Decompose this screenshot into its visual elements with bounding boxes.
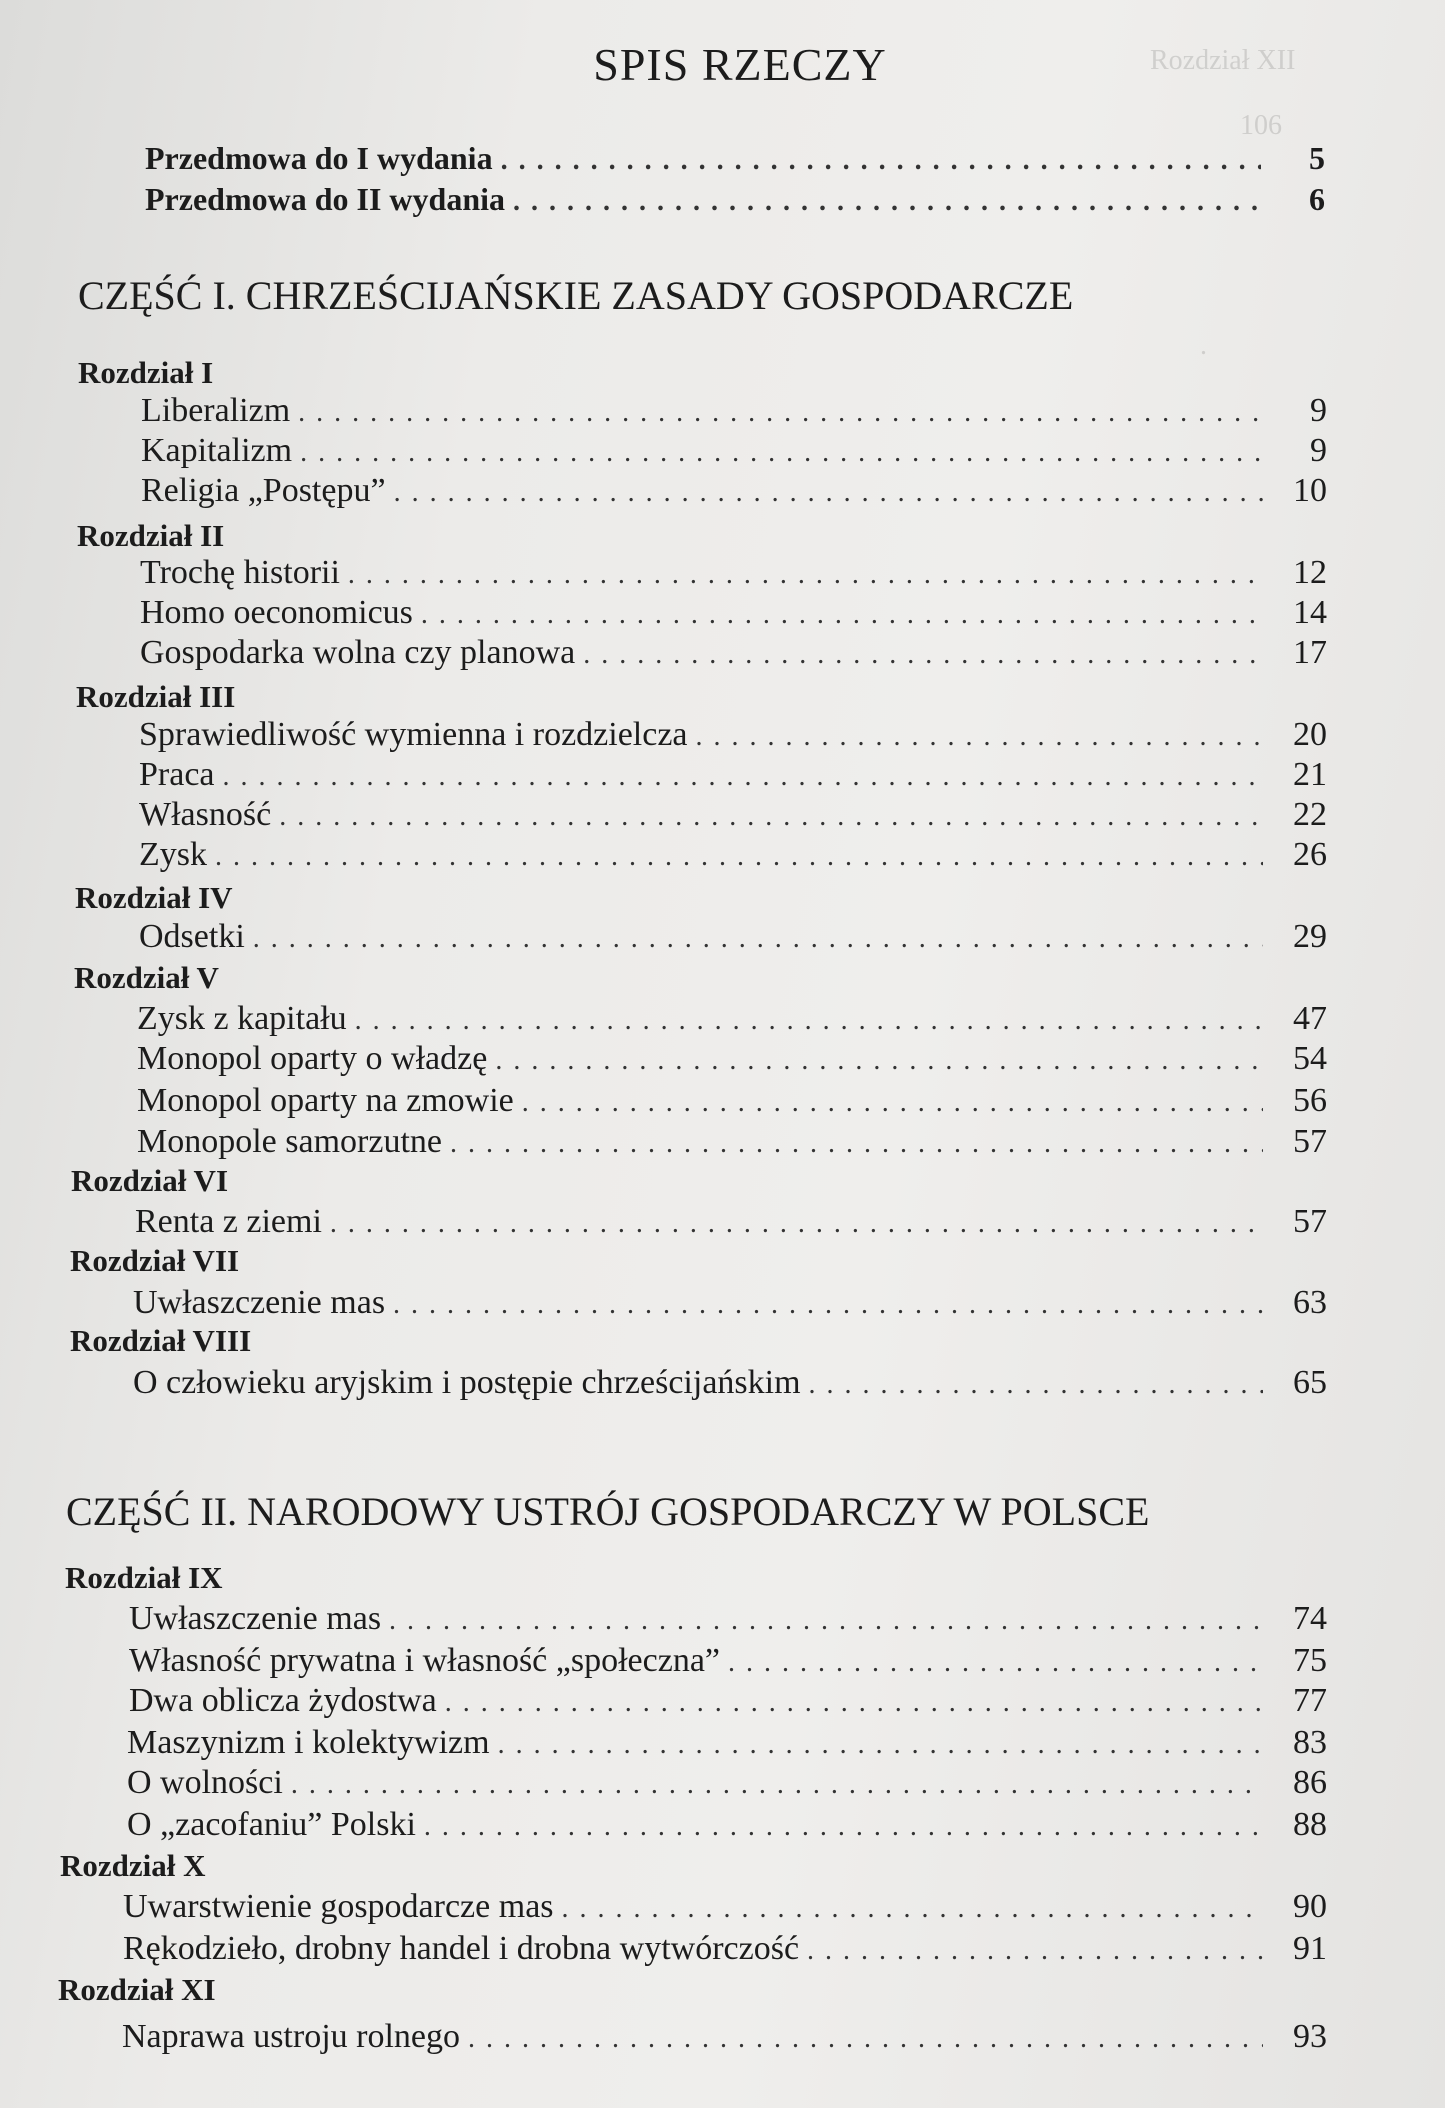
entry-page: 74 bbox=[1293, 1600, 1327, 1637]
toc-entry bbox=[139, 836, 1327, 876]
entry-page: 14 bbox=[1293, 594, 1327, 631]
leader-dots bbox=[522, 1087, 1263, 1119]
leader-dots bbox=[809, 1369, 1263, 1401]
leader-dots bbox=[279, 801, 1263, 833]
entry-label: Trochę historii bbox=[140, 554, 340, 591]
entry-label: Gospodarka wolna czy planowa bbox=[140, 634, 576, 671]
toc-entry bbox=[129, 1682, 1327, 1722]
toc-entry bbox=[139, 716, 1327, 756]
entry-page: 47 bbox=[1293, 1000, 1327, 1037]
entry-label: Dwa oblicza żydostwa bbox=[129, 1682, 437, 1719]
entry-page: 54 bbox=[1293, 1040, 1327, 1077]
entry-label: Sprawiedliwość wymienna i rozdzielcza bbox=[139, 716, 688, 753]
chapter-1-title: Rozdział I bbox=[78, 355, 214, 390]
entry-page: 93 bbox=[1293, 2018, 1327, 2055]
entry-page: 26 bbox=[1293, 836, 1327, 873]
toc-entry bbox=[137, 1000, 1327, 1040]
toc-entry-preface-2 bbox=[145, 181, 1325, 221]
entry-label: Naprawa ustroju rolnego bbox=[122, 2018, 461, 2055]
entry-page: 86 bbox=[1293, 1764, 1327, 1801]
bleed-through-text: 106 bbox=[1240, 110, 1282, 141]
leader-dots bbox=[394, 477, 1263, 509]
toc-entry bbox=[123, 1930, 1327, 1970]
entry-label: O człowieku aryjskim i postępie chrześcijańskim bbox=[133, 1364, 801, 1401]
entry-page: 5 bbox=[1309, 140, 1325, 176]
chapter-6-title: Rozdział VI bbox=[71, 1163, 229, 1198]
entry-label: Praca bbox=[139, 756, 215, 793]
entry-page: 57 bbox=[1293, 1203, 1327, 1240]
entry-page: 22 bbox=[1293, 796, 1327, 833]
toc-entry bbox=[140, 554, 1327, 594]
entry-label: Odsetki bbox=[139, 918, 245, 955]
toc-entry bbox=[129, 1600, 1327, 1640]
entry-label: Maszynizm i kolektywizm bbox=[127, 1724, 490, 1761]
entry-page: 20 bbox=[1293, 716, 1327, 753]
entry-label: Przedmowa do I wydania bbox=[145, 140, 493, 176]
toc-entry bbox=[129, 1642, 1327, 1682]
toc-entry bbox=[137, 1123, 1327, 1163]
chapter-9-title: Rozdział IX bbox=[65, 1560, 223, 1595]
entry-label: O wolności bbox=[127, 1764, 283, 1801]
entry-page: 91 bbox=[1293, 1930, 1327, 1967]
entry-page: 63 bbox=[1293, 1284, 1327, 1321]
leader-dots bbox=[298, 397, 1263, 429]
leader-dots bbox=[468, 2023, 1263, 2055]
chapter-7-title: Rozdział VII bbox=[70, 1243, 240, 1278]
leader-dots bbox=[421, 599, 1263, 631]
toc-entry-preface-1 bbox=[145, 140, 1325, 180]
entry-label: Monopol oparty o władzę bbox=[137, 1040, 488, 1077]
entry-label: Przedmowa do II wydania bbox=[145, 181, 506, 217]
leader-dots bbox=[807, 1935, 1263, 1967]
leader-dots bbox=[562, 1893, 1263, 1925]
leader-dots bbox=[223, 761, 1263, 793]
leader-dots bbox=[445, 1687, 1263, 1719]
entry-label: Rękodzieło, drobny handel i drobna wytwórczość bbox=[123, 1930, 800, 1967]
toc-entry bbox=[127, 1764, 1327, 1804]
part-2-title: CZĘŚĆ II. NARODOWY USTRÓJ GOSPODARCZY W POLSCE bbox=[66, 1489, 1150, 1534]
toc-entry bbox=[139, 756, 1327, 796]
entry-label: Monopol oparty na zmowie bbox=[137, 1082, 514, 1119]
bleed-through-text: Rozdział XII bbox=[1150, 45, 1296, 76]
toc-entry bbox=[137, 1040, 1327, 1080]
entry-page: 17 bbox=[1293, 634, 1327, 671]
leader-dots bbox=[215, 841, 1263, 873]
leader-dots bbox=[291, 1769, 1263, 1801]
entry-page: 83 bbox=[1293, 1724, 1327, 1761]
entry-page: 56 bbox=[1293, 1082, 1327, 1119]
toc-entry bbox=[122, 2018, 1327, 2058]
leader-dots bbox=[728, 1647, 1263, 1679]
leader-dots bbox=[498, 1729, 1263, 1761]
entry-label: Zysk bbox=[139, 836, 207, 873]
chapter-10-title: Rozdział X bbox=[60, 1848, 206, 1883]
entry-page: 9 bbox=[1310, 392, 1327, 429]
leader-dots bbox=[583, 639, 1263, 671]
entry-label: Uwłaszczenie mas bbox=[129, 1600, 382, 1637]
toc-entry bbox=[137, 1082, 1327, 1122]
leader-dots bbox=[253, 923, 1263, 955]
leader-dots bbox=[495, 1045, 1263, 1077]
entry-label: Zysk z kapitału bbox=[137, 1000, 347, 1037]
chapter-2-title: Rozdział II bbox=[77, 518, 225, 553]
entry-page: 77 bbox=[1293, 1682, 1327, 1719]
chapter-5-title: Rozdział V bbox=[74, 960, 219, 995]
leader-dots bbox=[330, 1208, 1263, 1240]
chapter-4-title: Rozdział IV bbox=[75, 880, 233, 915]
toc-entry bbox=[127, 1724, 1327, 1764]
entry-label: Religia „Postępu” bbox=[141, 472, 386, 509]
toc-entry bbox=[133, 1284, 1327, 1324]
leader-dots bbox=[450, 1128, 1263, 1160]
leader-dots bbox=[513, 186, 1261, 218]
entry-page: 6 bbox=[1309, 181, 1325, 217]
entry-page: 9 bbox=[1310, 432, 1327, 469]
toc-entry bbox=[123, 1888, 1327, 1928]
toc-entry bbox=[141, 472, 1327, 512]
entry-page: 75 bbox=[1293, 1642, 1327, 1679]
toc-entry bbox=[140, 594, 1327, 634]
leader-dots bbox=[424, 1811, 1263, 1843]
toc-entry bbox=[140, 634, 1327, 674]
toc-entry bbox=[139, 918, 1327, 958]
leader-dots bbox=[348, 559, 1263, 591]
entry-label: Renta z ziemi bbox=[135, 1203, 322, 1240]
entry-label: Uwarstwienie gospodarcze mas bbox=[123, 1888, 554, 1925]
entry-label: O „zacofaniu” Polski bbox=[127, 1806, 416, 1843]
leader-dots bbox=[300, 437, 1263, 469]
leader-dots bbox=[501, 145, 1261, 177]
entry-label: Liberalizm bbox=[141, 392, 291, 429]
entry-page: 10 bbox=[1293, 472, 1327, 509]
toc-entry bbox=[127, 1806, 1327, 1846]
bleed-through-text: . bbox=[1200, 330, 1207, 361]
entry-label: Monopole samorzutne bbox=[137, 1123, 442, 1160]
toc-entry bbox=[141, 432, 1327, 472]
chapter-11-title: Rozdział XI bbox=[58, 1972, 216, 2007]
entry-label: Homo oeconomicus bbox=[140, 594, 413, 631]
toc-entry bbox=[139, 796, 1327, 836]
entry-page: 57 bbox=[1293, 1123, 1327, 1160]
toc-entry bbox=[133, 1364, 1327, 1404]
entry-label: Kapitalizm bbox=[141, 432, 293, 469]
entry-page: 90 bbox=[1293, 1888, 1327, 1925]
entry-page: 88 bbox=[1293, 1806, 1327, 1843]
toc-entry bbox=[135, 1203, 1327, 1243]
chapter-3-title: Rozdział III bbox=[76, 679, 236, 714]
entry-label: Własność prywatna i własność „społeczna” bbox=[129, 1642, 720, 1679]
entry-label: Uwłaszczenie mas bbox=[133, 1284, 386, 1321]
part-1-title: CZĘŚĆ I. CHRZEŚCIJAŃSKIE ZASADY GOSPODARCZE bbox=[78, 273, 1074, 318]
entry-page: 29 bbox=[1293, 918, 1327, 955]
chapter-8-title: Rozdział VIII bbox=[70, 1323, 252, 1358]
entry-page: 21 bbox=[1293, 756, 1327, 793]
leader-dots bbox=[393, 1289, 1263, 1321]
leader-dots bbox=[355, 1005, 1263, 1037]
entry-label: Własność bbox=[139, 796, 272, 833]
entry-page: 65 bbox=[1293, 1364, 1327, 1401]
entry-page: 12 bbox=[1293, 554, 1327, 591]
page-title: SPIS RZECZY bbox=[593, 39, 887, 90]
toc-entry bbox=[141, 392, 1327, 432]
leader-dots bbox=[696, 721, 1263, 753]
leader-dots bbox=[389, 1605, 1263, 1637]
